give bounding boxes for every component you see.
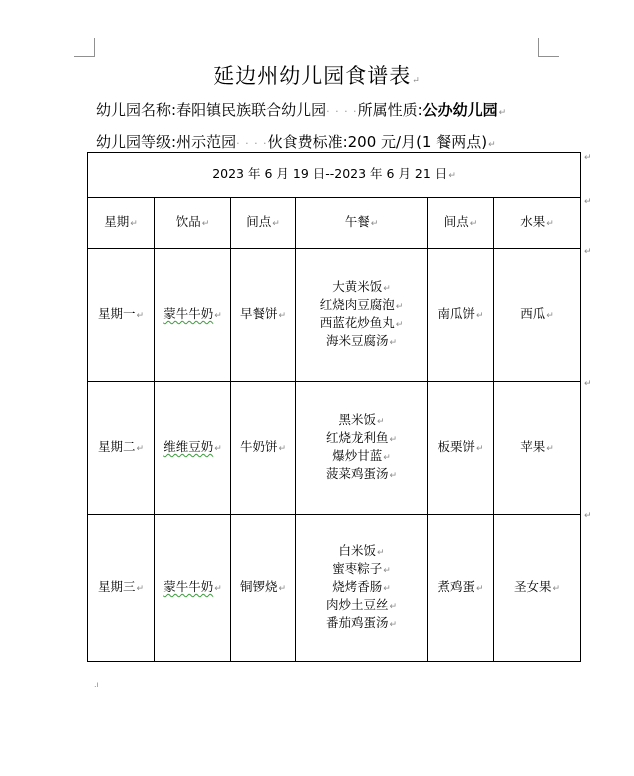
lunch-item: 肉炒土豆丝↵ (325, 597, 398, 612)
name-value: 春阳镇民族联合幼儿园 (176, 101, 327, 119)
header-day: 星期↵ (88, 198, 155, 249)
info-line-level (96, 131, 496, 152)
paragraph-mark: ↵ (498, 108, 507, 118)
fruit-cell: 西瓜↵ (494, 249, 581, 382)
lunch-item: 爆炒甘蓝↵ (332, 448, 391, 463)
date-range-cell: 2023 年 6 月 19 日--2023 年 6 月 21 日↵ (88, 153, 581, 198)
lunch-item: 番茄鸡蛋汤↵ (325, 615, 398, 630)
header-drink: 饮品↵ (155, 198, 231, 249)
level-value: 州示范园 (176, 133, 237, 151)
date-row (88, 153, 581, 198)
table-row (88, 382, 581, 515)
day-cell: 星期一↵ (88, 249, 155, 382)
snack-1-cell: 牛奶饼↵ (231, 382, 296, 515)
snack-2-cell: 南瓜饼↵ (428, 249, 494, 382)
document-end-mark: .ı (94, 680, 99, 689)
lunch-item: 蜜枣粽子↵ (332, 561, 391, 576)
row-end-mark: ↵ (584, 379, 592, 389)
row-end-mark: ↵ (584, 153, 592, 163)
row-end-mark: ↵ (584, 247, 592, 257)
nature-label: 所属性质: (357, 101, 423, 119)
nature-value: 公办幼儿园 (422, 101, 498, 119)
paragraph-mark: ↵ (448, 171, 456, 181)
row-end-mark: ↵ (584, 197, 592, 207)
snack-2-cell: 板栗饼↵ (428, 382, 494, 515)
lunch-cell (296, 515, 428, 662)
drink-cell: 蒙牛牛奶↵ (155, 515, 231, 662)
spacer-dots: · · · · (236, 137, 268, 150)
lunch-item: 红烧龙利鱼↵ (325, 430, 398, 445)
lunch-item: 西蓝花炒鱼丸↵ (319, 315, 404, 330)
day-cell: 星期二↵ (88, 382, 155, 515)
fee-value: 200 元/月(1 餐两点) (347, 133, 488, 151)
fruit-cell: 圣女果↵ (494, 515, 581, 662)
snack-1-cell: 早餐饼↵ (231, 249, 296, 382)
lunch-cell (296, 382, 428, 515)
fee-label: 伙食费标准: (267, 133, 348, 151)
row-end-mark: ↵ (584, 511, 592, 521)
drink-cell: 蒙牛牛奶↵ (155, 249, 231, 382)
lunch-item: 红烧肉豆腐泡↵ (319, 297, 404, 312)
level-label: 幼儿园等级: (96, 133, 177, 151)
lunch-cell (296, 249, 428, 382)
day-cell: 星期三↵ (88, 515, 155, 662)
lunch-item: 白米饭↵ (338, 543, 385, 558)
lunch-item: 烧烤香肠↵ (332, 579, 391, 594)
paragraph-mark: ↵ (488, 140, 496, 150)
table-row (88, 515, 581, 662)
page-corner-top-right (538, 38, 559, 57)
header-fruit: 水果↵ (494, 198, 581, 249)
menu-table (87, 152, 581, 662)
page-corner-top-left (74, 38, 95, 57)
drink-cell: 维维豆奶↵ (155, 382, 231, 515)
page-title: 延边州幼儿园食谱表↵ (213, 64, 421, 88)
fruit-cell: 苹果↵ (494, 382, 581, 515)
lunch-item: 黑米饭↵ (338, 412, 385, 427)
snack-1-cell: 铜锣烧↵ (231, 515, 296, 662)
lunch-item: 大黄米饭↵ (332, 279, 391, 294)
header-snack-1: 间点↵ (231, 198, 296, 249)
table-row (88, 249, 581, 382)
info-line-name (96, 99, 506, 120)
snack-2-cell: 煮鸡蛋↵ (428, 515, 494, 662)
spacer-dots: · · · · (326, 105, 358, 118)
lunch-item: 海米豆腐汤↵ (325, 333, 398, 348)
lunch-item: 菠菜鸡蛋汤↵ (325, 466, 398, 481)
header-lunch: 午餐↵ (296, 198, 428, 249)
header-snack-2: 间点↵ (428, 198, 494, 249)
paragraph-mark: ↵ (412, 76, 421, 86)
name-label: 幼儿园名称: (96, 101, 177, 119)
header-row (88, 198, 581, 249)
